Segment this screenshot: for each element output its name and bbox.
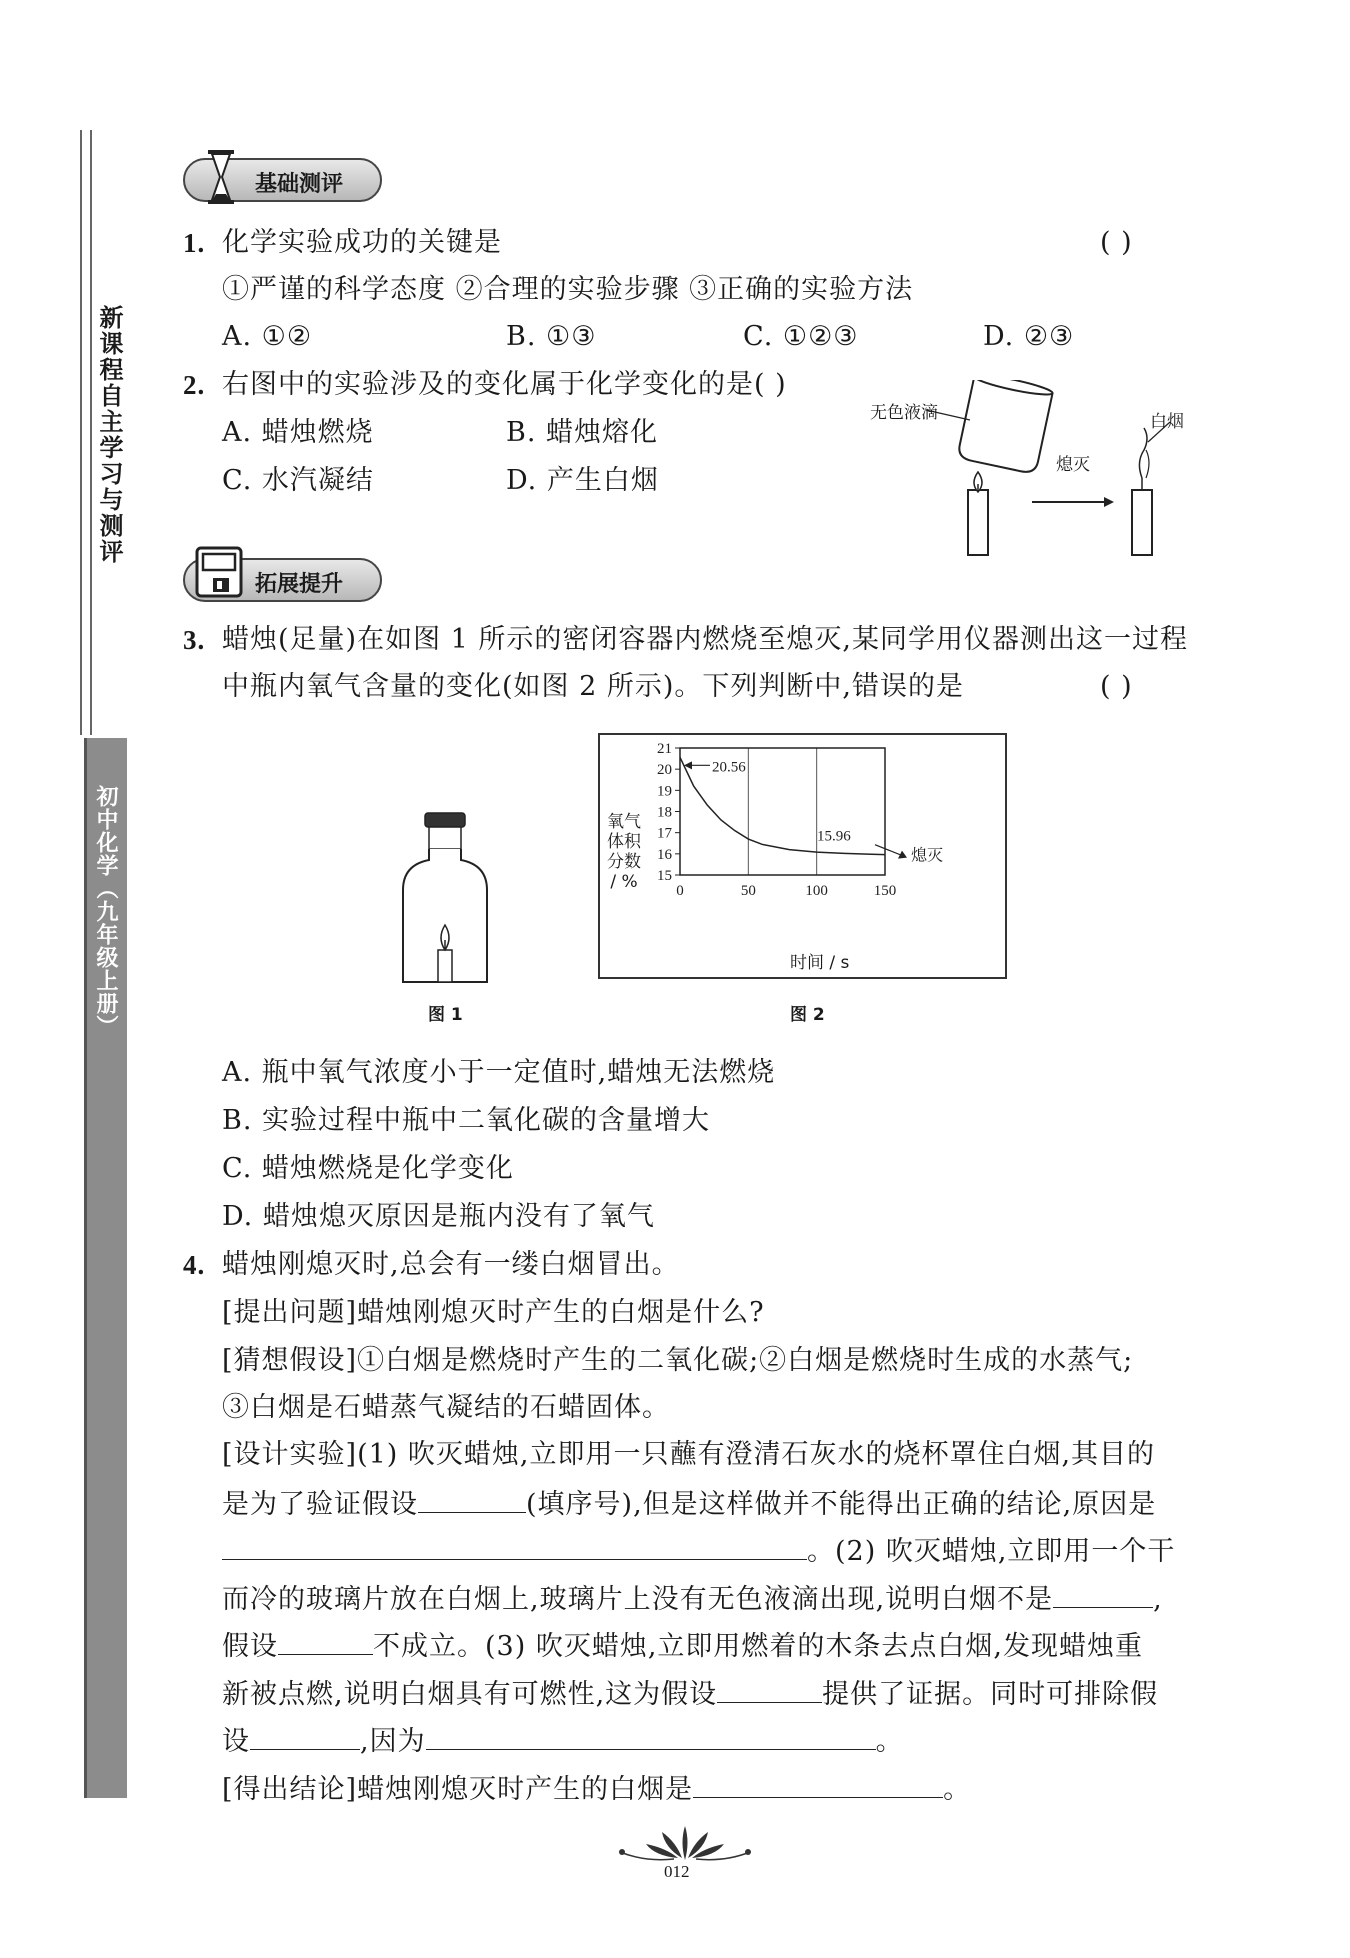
oxygen-curve xyxy=(680,757,885,854)
y-tick-label: 20 xyxy=(657,762,672,779)
side-tab-series: 新课程自主学习与测评 xyxy=(95,305,123,565)
q2-option-a: A. 蜡烛燃烧 xyxy=(222,417,374,448)
q3-line2: 中瓶内氧气含量的变化(如图 2 所示)。下列判断中,错误的是 xyxy=(222,671,964,702)
chart-xlabel: 时间 / s xyxy=(790,953,850,973)
blank-hypothesis-2[interactable] xyxy=(278,1628,373,1655)
q3-option-b: B. 实验过程中瓶中二氧化碳的含量增大 xyxy=(222,1105,711,1136)
q4-guess-line1: [猜想假设]①白烟是燃烧时产生的二氧化碳;②白烟是燃烧时生成的水蒸气; xyxy=(222,1345,1134,1376)
q4-text: ,因为 xyxy=(360,1726,426,1757)
y-tick-label: 17 xyxy=(657,825,672,842)
hourglass-icon xyxy=(205,148,237,206)
label-white-smoke: 白烟 xyxy=(1150,412,1184,432)
q2-stem: 右图中的实验涉及的变化属于化学变化的是( ) xyxy=(222,369,787,400)
end-extinguish-label: 熄灭 xyxy=(911,845,944,865)
chart-ylabel-line: / % xyxy=(610,872,638,892)
y-tick-label: 19 xyxy=(657,783,672,800)
q4-design-line4 xyxy=(222,1581,1163,1617)
q3-line1: 蜡烛(足量)在如图 1 所示的密闭容器内燃烧至熄灭,某同学用仪器测出这一过程 xyxy=(222,624,1188,655)
q1-number: 1. xyxy=(183,228,206,258)
q2-option-d: D. 产生白烟 xyxy=(506,465,659,496)
q2-option-b: B. 蜡烛熔化 xyxy=(506,417,659,448)
y-tick-label: 21 xyxy=(657,741,672,757)
q4-text: 而冷的玻璃片放在白烟上,玻璃片上没有无色液滴出现,说明白烟不是 xyxy=(222,1584,1054,1615)
figure1-sealed-bottle xyxy=(395,810,495,985)
q4-design-line3 xyxy=(222,1533,1175,1569)
q1-option-a: A. ①② xyxy=(222,321,313,352)
blank-hypothesis-1[interactable] xyxy=(418,1486,526,1513)
q4-ask: [提出问题]蜡烛刚熄灭时产生的白烟是什么? xyxy=(222,1297,765,1328)
blank-hypothesis-3[interactable] xyxy=(717,1676,822,1703)
q1-option-b: B. ①③ xyxy=(506,321,597,352)
figure2-caption: 图 2 xyxy=(790,1005,825,1025)
label-colorless-droplets: 无色液滴 xyxy=(870,403,938,423)
q3-option-c: C. 蜡烛燃烧是化学变化 xyxy=(222,1153,514,1184)
q2-figure xyxy=(860,380,1200,560)
y-tick-label: 16 xyxy=(657,846,672,863)
q4-text: 。 xyxy=(875,1726,904,1757)
section-title-basic: 基础测评 xyxy=(255,172,344,197)
q2-option-c: C. 水汽凝结 xyxy=(222,465,374,496)
y-tick-label: 18 xyxy=(657,804,672,821)
q3-option-d: D. 蜡烛熄灭原因是瓶内没有了氧气 xyxy=(222,1201,655,1232)
q4-guess-line2: ③白烟是石蜡蒸气凝结的石蜡固体。 xyxy=(222,1392,670,1423)
q3-option-a: A. 瓶中氧气浓度小于一定值时,蜡烛无法燃烧 xyxy=(222,1057,776,1088)
q4-number: 4. xyxy=(183,1250,206,1280)
figure1-caption: 图 1 xyxy=(428,1005,463,1025)
q4-design-line7 xyxy=(222,1723,904,1759)
chart-ylabel-line: 体积 xyxy=(607,832,641,852)
q4-text: 不成立。(3) 吹灭蜡烛,立即用燃着的木条去点白烟,发现蜡烛重 xyxy=(373,1631,1143,1662)
start-value-label: 20.56 xyxy=(712,759,746,776)
y-tick-label: 15 xyxy=(657,868,672,884)
side-rule xyxy=(80,130,92,735)
q4-text: 。(2) 吹灭蜡烛,立即用一个干 xyxy=(807,1536,1176,1567)
floppy-disk-icon xyxy=(195,546,243,598)
blank-reason-2[interactable] xyxy=(426,1723,876,1750)
q4-design-line2 xyxy=(222,1486,1156,1522)
chart-ylabel-line: 氧气 xyxy=(607,812,641,832)
plot-frame xyxy=(680,748,885,875)
x-tick-label: 100 xyxy=(805,883,828,899)
q4-text: (填序号),但是这样做并不能得出正确的结论,原因是 xyxy=(526,1489,1157,1520)
q4-design-line6 xyxy=(222,1676,1158,1712)
q4-text: 设 xyxy=(222,1726,250,1757)
q1-answer-paren: ( ) xyxy=(1100,227,1133,258)
q1-stem: 化学实验成功的关键是 xyxy=(222,227,502,258)
q1-option-c: C. ①②③ xyxy=(743,321,859,352)
section-header-basic xyxy=(183,158,382,202)
label-extinguish: 熄灭 xyxy=(1056,455,1090,475)
q4-text: , xyxy=(1153,1584,1163,1615)
section-title-extend: 拓展提升 xyxy=(255,572,344,597)
blank-hypothesis-4[interactable] xyxy=(250,1723,360,1750)
q4-text: 提供了证据。同时可排除假 xyxy=(822,1679,1159,1710)
q4-stem: 蜡烛刚熄灭时,总会有一缕白烟冒出。 xyxy=(222,1249,680,1280)
q4-design-line5 xyxy=(222,1628,1143,1664)
chart-ylabel xyxy=(606,812,642,892)
x-tick-label: 0 xyxy=(676,883,684,899)
q4-text: [得出结论]蜡烛刚熄灭时产生的白烟是 xyxy=(222,1774,694,1805)
page-number: 012 xyxy=(664,1862,690,1881)
section-header-extend xyxy=(183,558,382,602)
figure2-chart-frame xyxy=(598,733,1007,979)
q3-answer-paren: ( ) xyxy=(1100,671,1133,702)
oxygen-chart xyxy=(600,735,1005,977)
q2-number: 2. xyxy=(183,370,206,400)
side-tab-subject: 初中化学（九年级上册） xyxy=(93,785,118,1038)
q4-text: 。 xyxy=(943,1774,972,1805)
q4-design-line1: [设计实验](1) 吹灭蜡烛,立即用一只蘸有澄清石灰水的烧杯罩住白烟,其目的 xyxy=(222,1439,1156,1470)
blank-reason-1[interactable] xyxy=(222,1533,807,1560)
q1-items: ①严谨的科学态度 ②合理的实验步骤 ③正确的实验方法 xyxy=(222,274,914,305)
leaf-ornament-icon xyxy=(610,1822,760,1862)
blank-not-smoke[interactable] xyxy=(1053,1581,1153,1608)
q4-text: 假设 xyxy=(222,1631,278,1662)
x-tick-label: 150 xyxy=(873,883,897,899)
q4-conclusion xyxy=(222,1771,971,1807)
end-value-label: 15.96 xyxy=(817,828,851,845)
blank-conclusion[interactable] xyxy=(693,1771,943,1798)
q1-option-d: D. ②③ xyxy=(983,321,1075,352)
q4-text: 是为了验证假设 xyxy=(222,1489,418,1520)
q4-text: 新被点燃,说明白烟具有可燃性,这为假设 xyxy=(222,1679,718,1710)
x-tick-label: 50 xyxy=(740,883,756,899)
q3-number: 3. xyxy=(183,625,206,655)
chart-ylabel-line: 分数 xyxy=(607,852,641,872)
